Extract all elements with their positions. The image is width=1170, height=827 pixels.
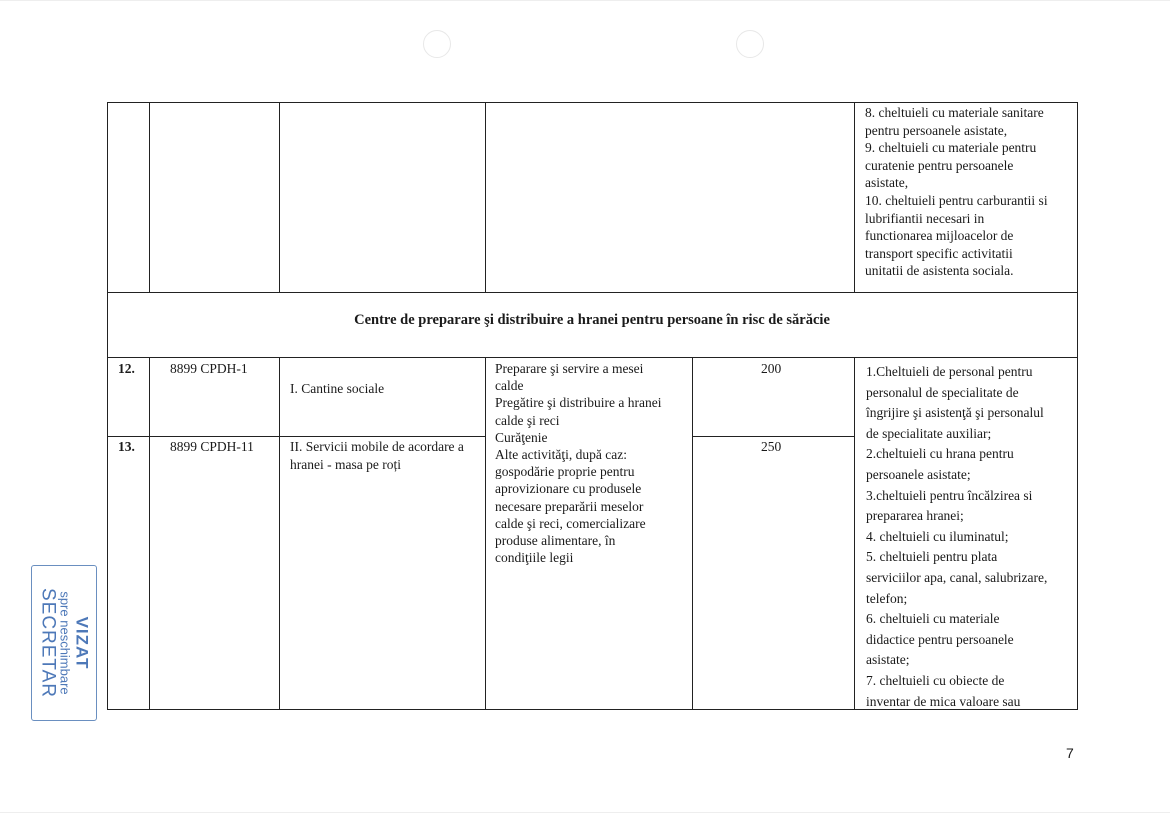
punch-hole-left bbox=[423, 30, 451, 58]
table-border-right bbox=[1077, 102, 1078, 710]
table-row-divider bbox=[107, 292, 1077, 293]
column-divider bbox=[149, 102, 150, 292]
column-divider bbox=[279, 102, 280, 292]
cost-item-line: serviciilor apa, canal, salubrizare, bbox=[866, 569, 1048, 585]
page-edge-top bbox=[0, 0, 1170, 1]
cost-item-line: didactice pentru persoanele bbox=[866, 631, 1014, 647]
table-row-divider bbox=[107, 436, 485, 437]
column-divider bbox=[149, 357, 150, 709]
row-number: 13. bbox=[118, 439, 135, 454]
service-name: II. Servicii mobile de acordare a hranei - masa pe roți bbox=[290, 439, 464, 472]
punch-hole-right bbox=[736, 30, 764, 58]
activity-line: aprovizionare cu produsele bbox=[495, 481, 642, 497]
column-divider bbox=[485, 357, 486, 709]
activities-list bbox=[495, 360, 690, 566]
capacity-value: 200 bbox=[761, 361, 782, 376]
activity-line: calde şi reci bbox=[495, 412, 560, 428]
stamp-title: VIZAT bbox=[72, 616, 92, 670]
activity-line: produse alimentare, în bbox=[495, 533, 616, 549]
column-divider bbox=[485, 102, 486, 292]
cost-item-line: lubrifiantii necesari in bbox=[865, 210, 985, 226]
activity-line: calde bbox=[495, 378, 524, 394]
column-divider bbox=[854, 102, 855, 292]
activity-line: Pregătire şi distribuire a hranei bbox=[495, 395, 662, 411]
stamp-main: SECRETAR bbox=[37, 587, 59, 699]
table-border-top bbox=[107, 102, 1077, 103]
cost-item-line: transport specific activitatii bbox=[865, 245, 1013, 261]
column-divider bbox=[692, 357, 693, 709]
activity-line: calde şi reci, comercializare bbox=[495, 515, 646, 531]
cost-item-line: 2.cheltuieli cu hrana pentru bbox=[866, 446, 1014, 462]
cost-item-line: pentru persoanele asistate, bbox=[865, 122, 1008, 138]
cost-item-line: îngrijire şi asistenţă şi personalul bbox=[866, 405, 1044, 421]
cost-item-line: 3.cheltuieli pentru încălzirea si bbox=[866, 487, 1033, 503]
approval-stamp bbox=[31, 565, 97, 721]
table-row-divider bbox=[692, 436, 854, 437]
cost-item-line: asistate, bbox=[865, 175, 909, 191]
cost-item-line: functionarea mijloacelor de bbox=[865, 228, 1014, 244]
cost-item-line: prepararea hranei; bbox=[866, 508, 964, 524]
cost-item-line: unitatii de asistenta sociala. bbox=[865, 263, 1014, 279]
service-name: I. Cantine sociale bbox=[290, 381, 385, 396]
cost-item-line: 8. cheltuieli cu materiale sanitare bbox=[865, 105, 1044, 120]
cost-item-line: personalul de specialitate de bbox=[866, 384, 1019, 400]
page-number: 7 bbox=[1066, 745, 1074, 761]
cost-item-line: telefon; bbox=[866, 590, 908, 606]
cost-item-line: asistate; bbox=[866, 652, 910, 668]
section-heading: Centre de preparare şi distribuire a hranei pentru persoane în risc de sărăcie bbox=[354, 312, 830, 328]
cost-item-line: persoanele asistate; bbox=[866, 466, 971, 482]
cost-item-line: 4. cheltuieli cu iluminatul; bbox=[866, 528, 1009, 544]
capacity-value: 250 bbox=[761, 439, 782, 454]
cost-item-line: inventar de mica valoare sau bbox=[866, 693, 1021, 709]
activity-line: Curăţenie bbox=[495, 429, 548, 445]
activity-line: necesare preparării meselor bbox=[495, 498, 644, 514]
table-row-divider bbox=[107, 357, 1077, 358]
column-divider bbox=[854, 357, 855, 709]
activity-line: gospodărie proprie pentru bbox=[495, 464, 635, 480]
cost-item-line: 7. cheltuieli cu obiecte de bbox=[866, 672, 1005, 688]
cost-item-line: curatenie pentru persoanele bbox=[865, 157, 1014, 173]
table-border-left bbox=[107, 102, 108, 710]
cost-item-line: 6. cheltuieli cu materiale bbox=[866, 611, 1000, 627]
page-edge-bottom bbox=[0, 812, 1170, 813]
activity-line: Alte activităţi, după caz: bbox=[495, 447, 627, 463]
cost-items-continued bbox=[865, 104, 1073, 280]
cost-items-list bbox=[866, 362, 1076, 712]
cost-item-line: 1.Cheltuieli de personal pentru bbox=[866, 364, 1033, 379]
cost-item-line: 5. cheltuieli pentru plata bbox=[866, 549, 998, 565]
column-divider bbox=[279, 357, 280, 709]
service-code: 8899 CPDH-1 bbox=[170, 361, 248, 376]
cost-item-line: 10. cheltuieli pentru carburantii si bbox=[865, 192, 1048, 208]
activity-line: condiţiile legii bbox=[495, 550, 574, 566]
cost-item-line: 9. cheltuieli cu materiale pentru bbox=[865, 140, 1037, 156]
cost-item-line: de specialitate auxiliar; bbox=[866, 425, 992, 441]
service-code: 8899 CPDH-11 bbox=[170, 439, 254, 454]
activity-line: Preparare şi servire a mesei bbox=[495, 361, 644, 376]
row-number: 12. bbox=[118, 361, 135, 376]
stamp-subtitle: spre neschimbare bbox=[57, 591, 73, 695]
